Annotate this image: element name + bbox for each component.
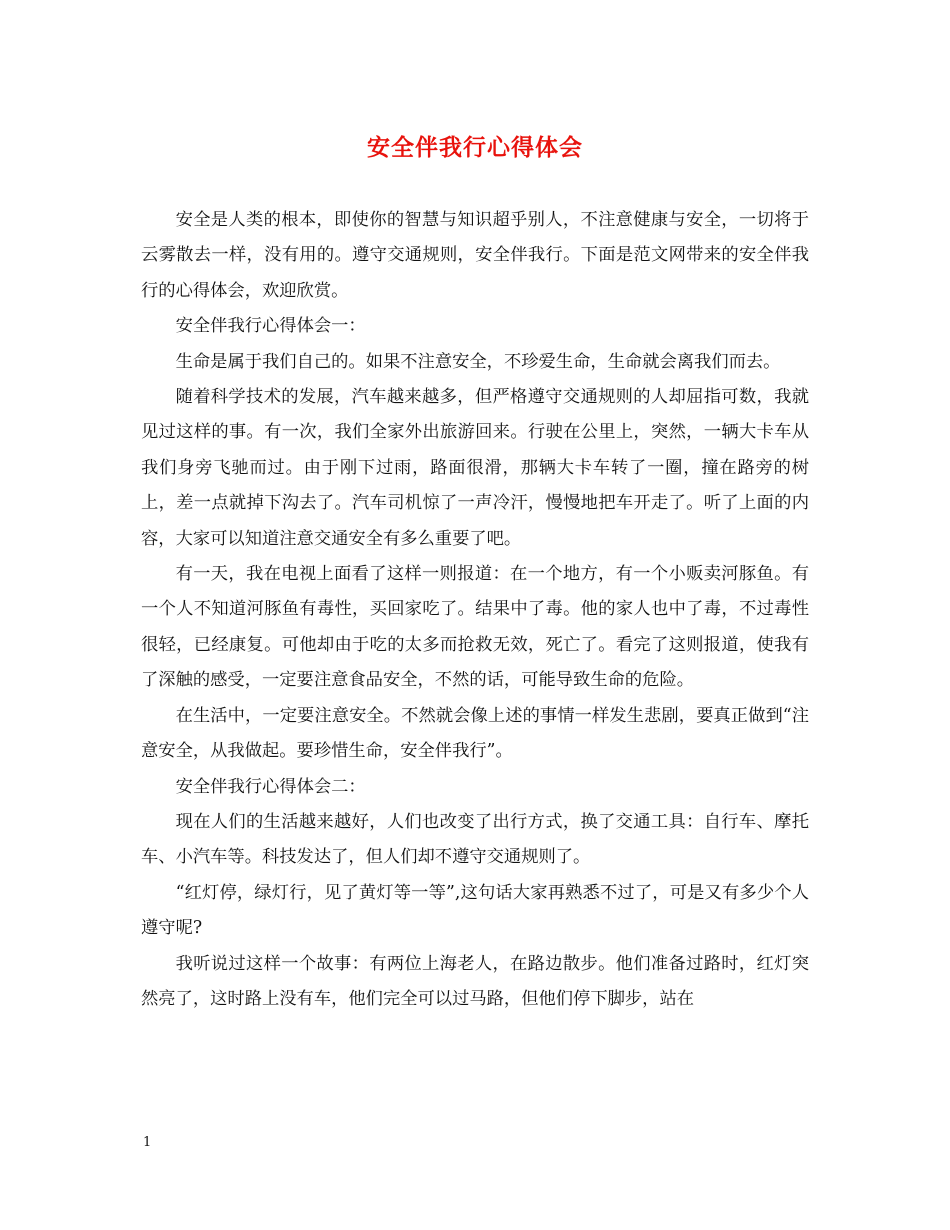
paragraph: 有一天，我在电视上面看了这样一则报道：在一个地方，有一个小贩卖河豚鱼。有一个人不知道河豚鱼有毒性，买回家吃了。结果中了毒。他的家人也中了毒，不过毒性很轻，已经康复。可他却由于吃的太多而抢救无效，死亡了。看完了这则报道，使我有了深触的感受，一定要注意食品安全，不然的话，可能导致生命的危险。 [141, 564, 809, 691]
section-heading-two: 安全伴我行心得体会二： [175, 776, 366, 797]
paragraph-intro: 安全是人类的根本，即使你的智慧与知识超乎别人，不注意健康与安全，一切将于云雾散去一样，没有用的。遵守交通规则，安全伴我行。下面是范文网带来的安全伴我行的心得体会，欢迎欣赏。 [141, 210, 809, 301]
document-title: 安全伴我行心得体会 [367, 134, 583, 161]
paragraph: 生命是属于我们自己的。如果不注意安全，不珍爱生命，生命就会离我们而去。 [175, 351, 781, 372]
document-body [141, 203, 809, 1017]
paragraph: 我听说过这样一个故事：有两位上海老人，在路边散步。他们准备过路时，红灯突然亮了，这时路上没有车，他们完全可以过马路，但他们停下脚步，站在 [141, 953, 809, 1009]
paragraph: 现在人们的生活越来越好，人们也改变了出行方式，换了交通工具：自行车、摩托车、小汽车等。科技发达了，但人们却不遵守交通规则了。 [141, 811, 809, 868]
paragraph: 随着科学技术的发展，汽车越来越多，但严格遵守交通规则的人却屈指可数，我就见过这样的事。有一次，我们全家外出旅游回来。行驶在公里上，突然，一辆大卡车从我们身旁飞驰而过。由于刚下过雨，路面很滑，那辆大卡车转了一圈，撞在路旁的树上，差一点就掉下沟去了。汽车司机惊了一声冷汗，慢慢地把车开走了。听了上面的内容，大家可以知道注意交通安全有多么重要了吧。 [141, 387, 809, 549]
page-number: 1 [143, 1135, 152, 1150]
section-heading-one: 安全伴我行心得体会一： [175, 316, 366, 337]
paragraph: “红灯停，绿灯行，见了黄灯等一等”,这句话大家再熟悉不过了，可是又有多少个人遵守呢? [141, 882, 809, 939]
paragraph: 在生活中，一定要注意安全。不然就会像上述的事情一样发生悲剧，要真正做到“注意安全，从我做起。要珍惜生命，安全伴我行”。 [141, 705, 809, 762]
